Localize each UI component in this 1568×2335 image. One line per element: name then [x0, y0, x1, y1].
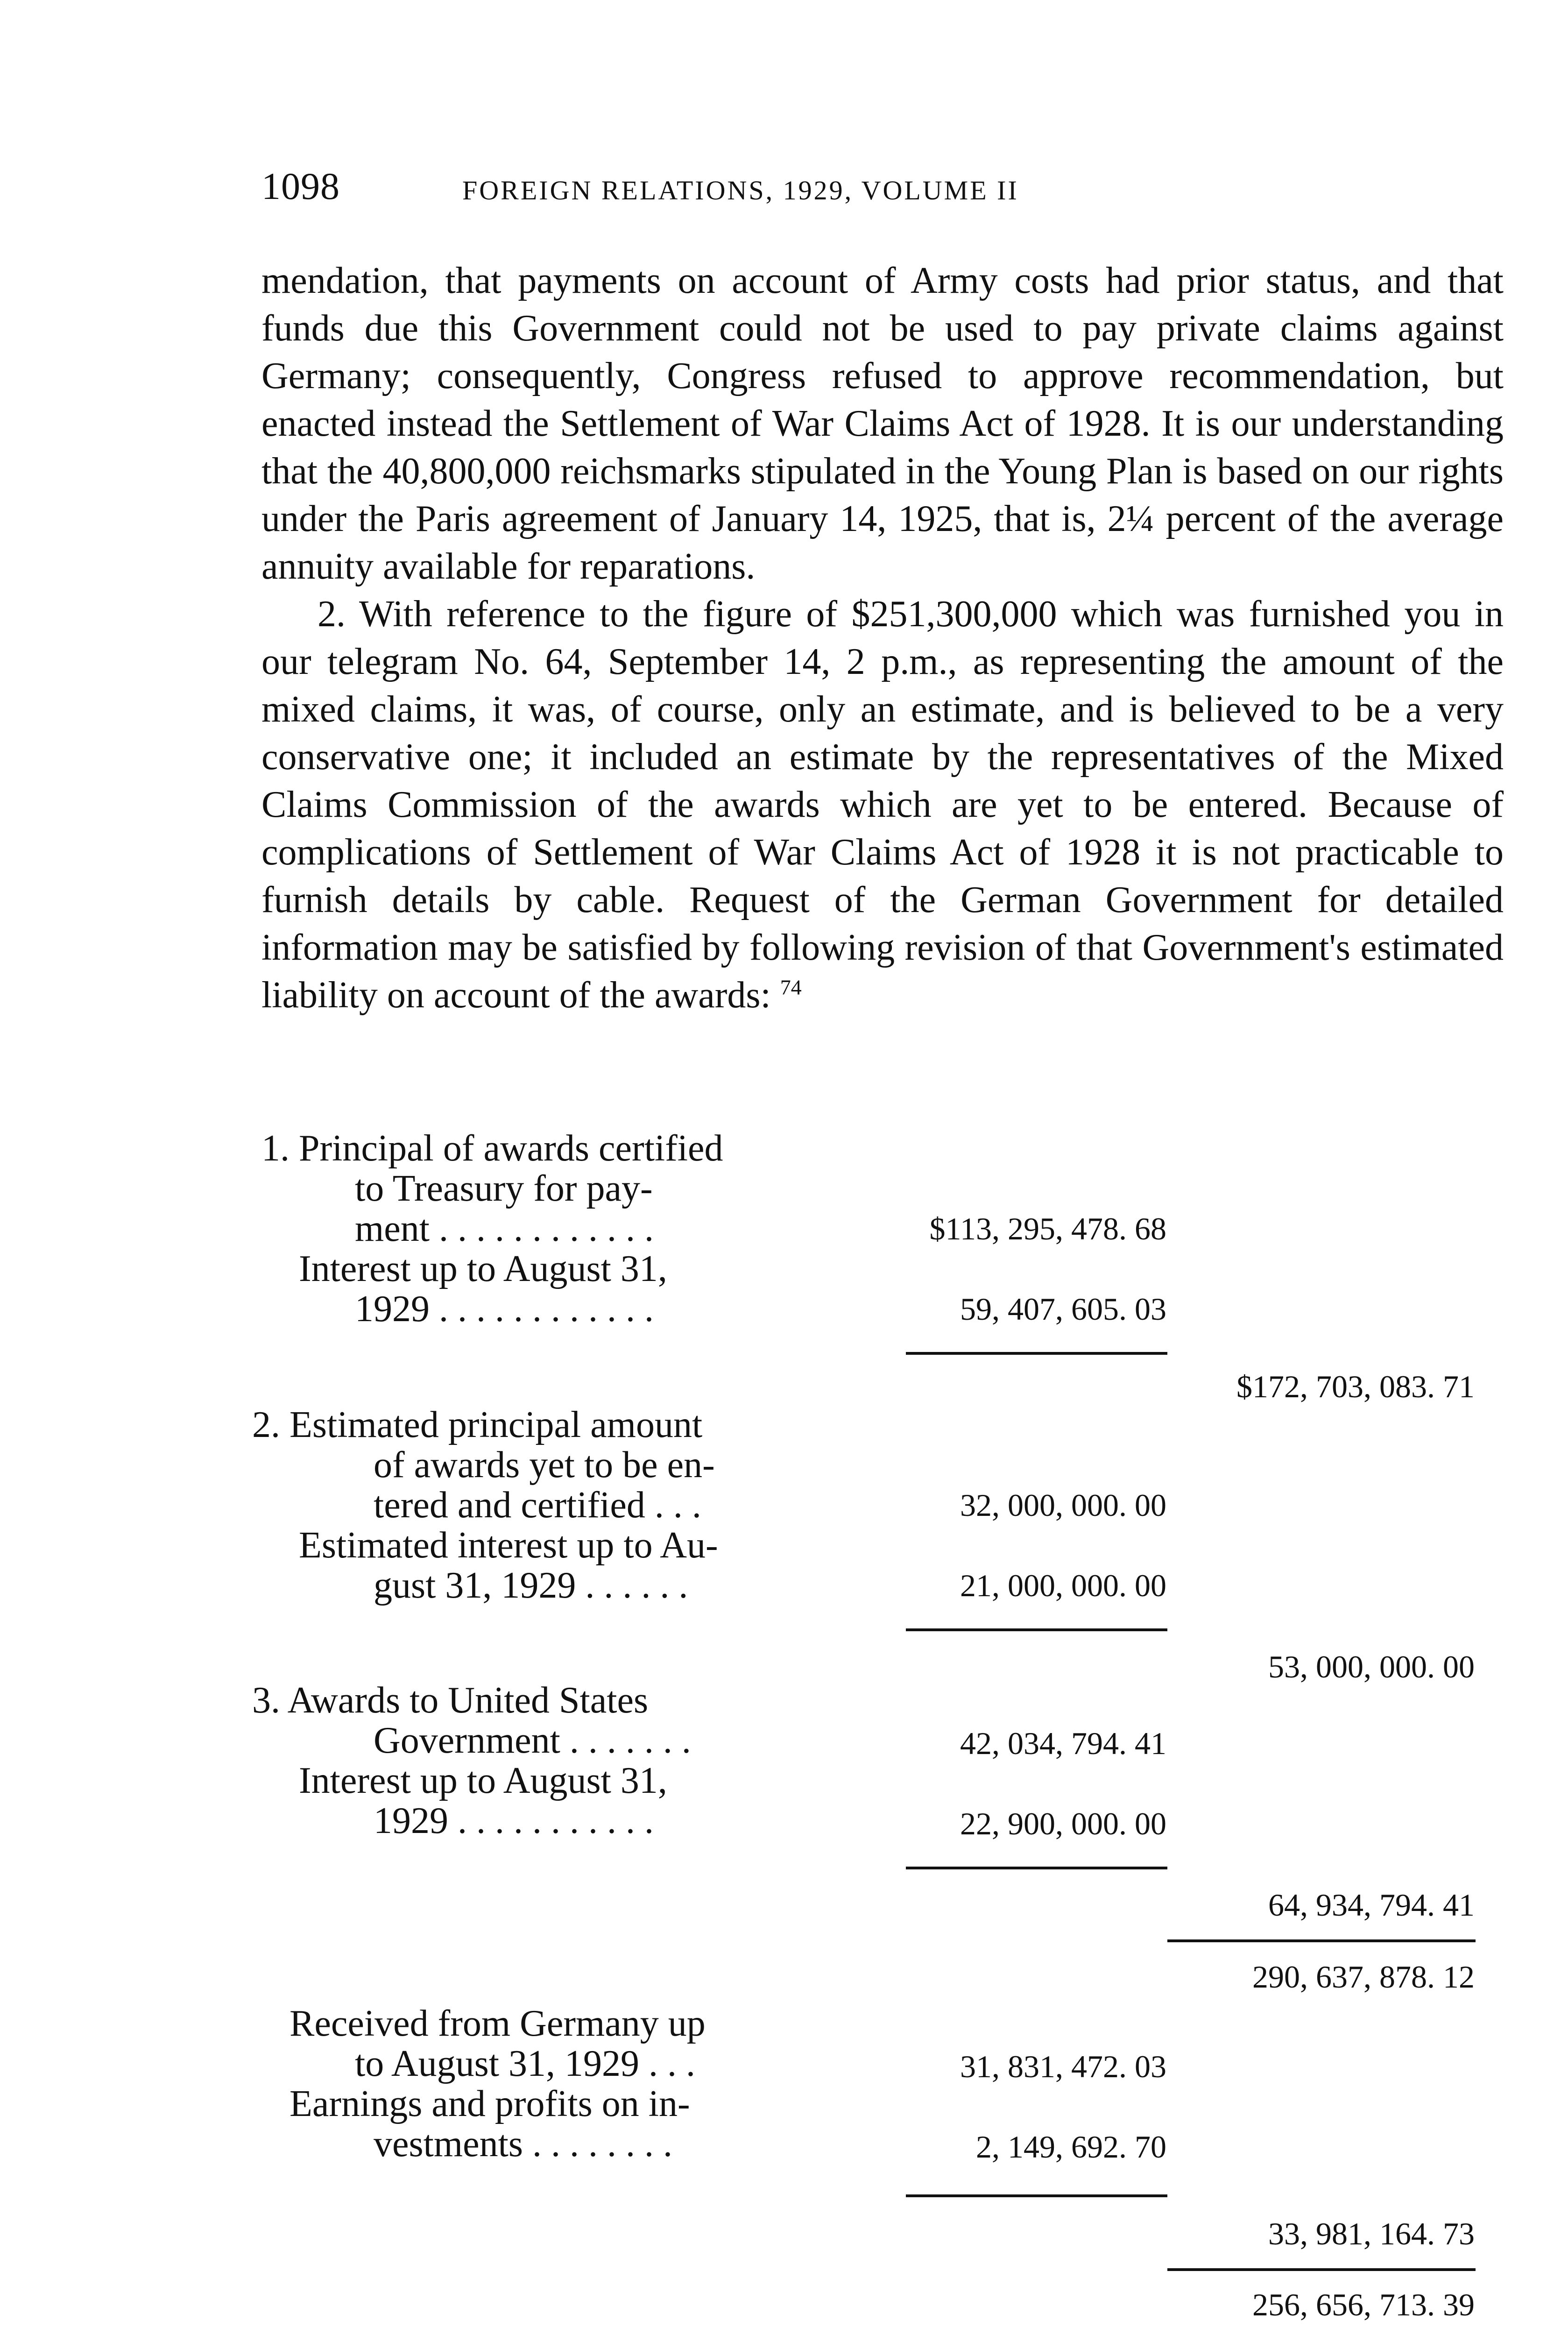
page-number: 1098 [261, 165, 340, 207]
net-total: 256, 656, 713. 39 [1252, 2287, 1475, 2322]
running-title: FOREIGN RELATIONS, 1929, VOLUME II [462, 175, 1019, 205]
page-header [261, 164, 1307, 216]
deductions-subtotal: 33, 981, 164. 73 [1268, 2216, 1475, 2251]
paragraph-2-text: 2. With reference to the figure of $251,300,000 which was furnished you in our telegram No. 64, September 14, 2 p.m., as representing the amount of the mixed claims, it was, of course, only an estimate, and is believed to be a very conservative one; it included an estimate by the representatives of the Mixed Claims Commission of the awards which are yet to be entered. Because of complications of Settlement of War Claims Act of 1928 it is not practicable to furnish details by cable. Request of the German Government for detailed information may be satisfied by following revision of that Government's estimated liability on account of the awards: [261, 594, 1504, 1016]
item2-label-line1: 2. Estimated principal amount [252, 1404, 703, 1445]
item2-label-line3: tered and certified . . . [374, 1485, 701, 1526]
gross-total-rule [1167, 1939, 1476, 1942]
item1-rule [906, 1352, 1167, 1355]
item2-interest-amount: 21, 000, 000. 00 [960, 1568, 1166, 1603]
item1-label-line3: ment . . . . . . . . . . . . [355, 1208, 654, 1249]
deductions-rule [906, 2194, 1167, 2197]
footnote-reference: 74 [780, 975, 802, 999]
item3-rule [906, 1867, 1167, 1869]
item3-label-line1: 3. Awards to United States [252, 1680, 649, 1721]
earnings-amount: 2, 149, 692. 70 [976, 2129, 1166, 2165]
item1-label-line1: 1. Principal of awards certified [261, 1128, 723, 1169]
gross-total: 290, 637, 878. 12 [1252, 1959, 1475, 1995]
item2-interest-line2: gust 31, 1929 . . . . . . [374, 1565, 688, 1606]
body-text [261, 257, 1504, 1019]
paragraph-2 [261, 590, 1504, 1019]
item2-subtotal: 53, 000, 000. 00 [1268, 1649, 1475, 1684]
item3-principal-amount: 42, 034, 794. 41 [960, 1726, 1166, 1761]
item2-rule [906, 1628, 1167, 1631]
item1-principal-amount: $113, 295, 478. 68 [929, 1211, 1166, 1246]
earnings-line2: vestments . . . . . . . . [374, 2123, 672, 2165]
item3-label-line2: Government . . . . . . . [374, 1720, 691, 1761]
paragraph-1: mendation, that payments on account of Army costs had prior status, and that funds due this Government could not be used to pay private claims against Germany; consequently, Congress refused to approve recommendation, but enacted instead the Settlement of War Claims Act of 1928. It is our understanding that the 40,800,000 reichsmarks stipulated in the Young Plan is based on our rights under the Paris agreement of January 14, 1925, that is, 2¼ percent of the average annuity available for reparations. [261, 260, 1504, 587]
net-total-rule [1167, 2268, 1476, 2271]
item3-subtotal: 64, 934, 794. 41 [1268, 1887, 1475, 1923]
received-amount: 31, 831, 472. 03 [960, 2049, 1166, 2084]
item2-principal-amount: 32, 000, 000. 00 [960, 1487, 1166, 1523]
earnings-line1: Earnings and profits on in- [290, 2083, 690, 2124]
received-line1: Received from Germany up [290, 2003, 706, 2044]
item1-subtotal: $172, 703, 083. 71 [1236, 1369, 1475, 1404]
item1-interest-line2: 1929 . . . . . . . . . . . . [355, 1288, 654, 1330]
item3-interest-line2: 1929 . . . . . . . . . . . [374, 1800, 654, 1841]
item1-label-line2: to Treasury for pay- [355, 1168, 653, 1209]
item2-label-line2: of awards yet to be en- [374, 1444, 715, 1486]
item3-interest-line1: Interest up to August 31, [299, 1760, 667, 1801]
item1-interest-line1: Interest up to August 31, [299, 1248, 667, 1289]
item2-interest-line1: Estimated interest up to Au- [299, 1525, 718, 1566]
item3-interest-amount: 22, 900, 000. 00 [960, 1806, 1166, 1841]
received-line2: to August 31, 1929 . . . [355, 2043, 695, 2084]
item1-interest-amount: 59, 407, 605. 03 [960, 1291, 1166, 1327]
